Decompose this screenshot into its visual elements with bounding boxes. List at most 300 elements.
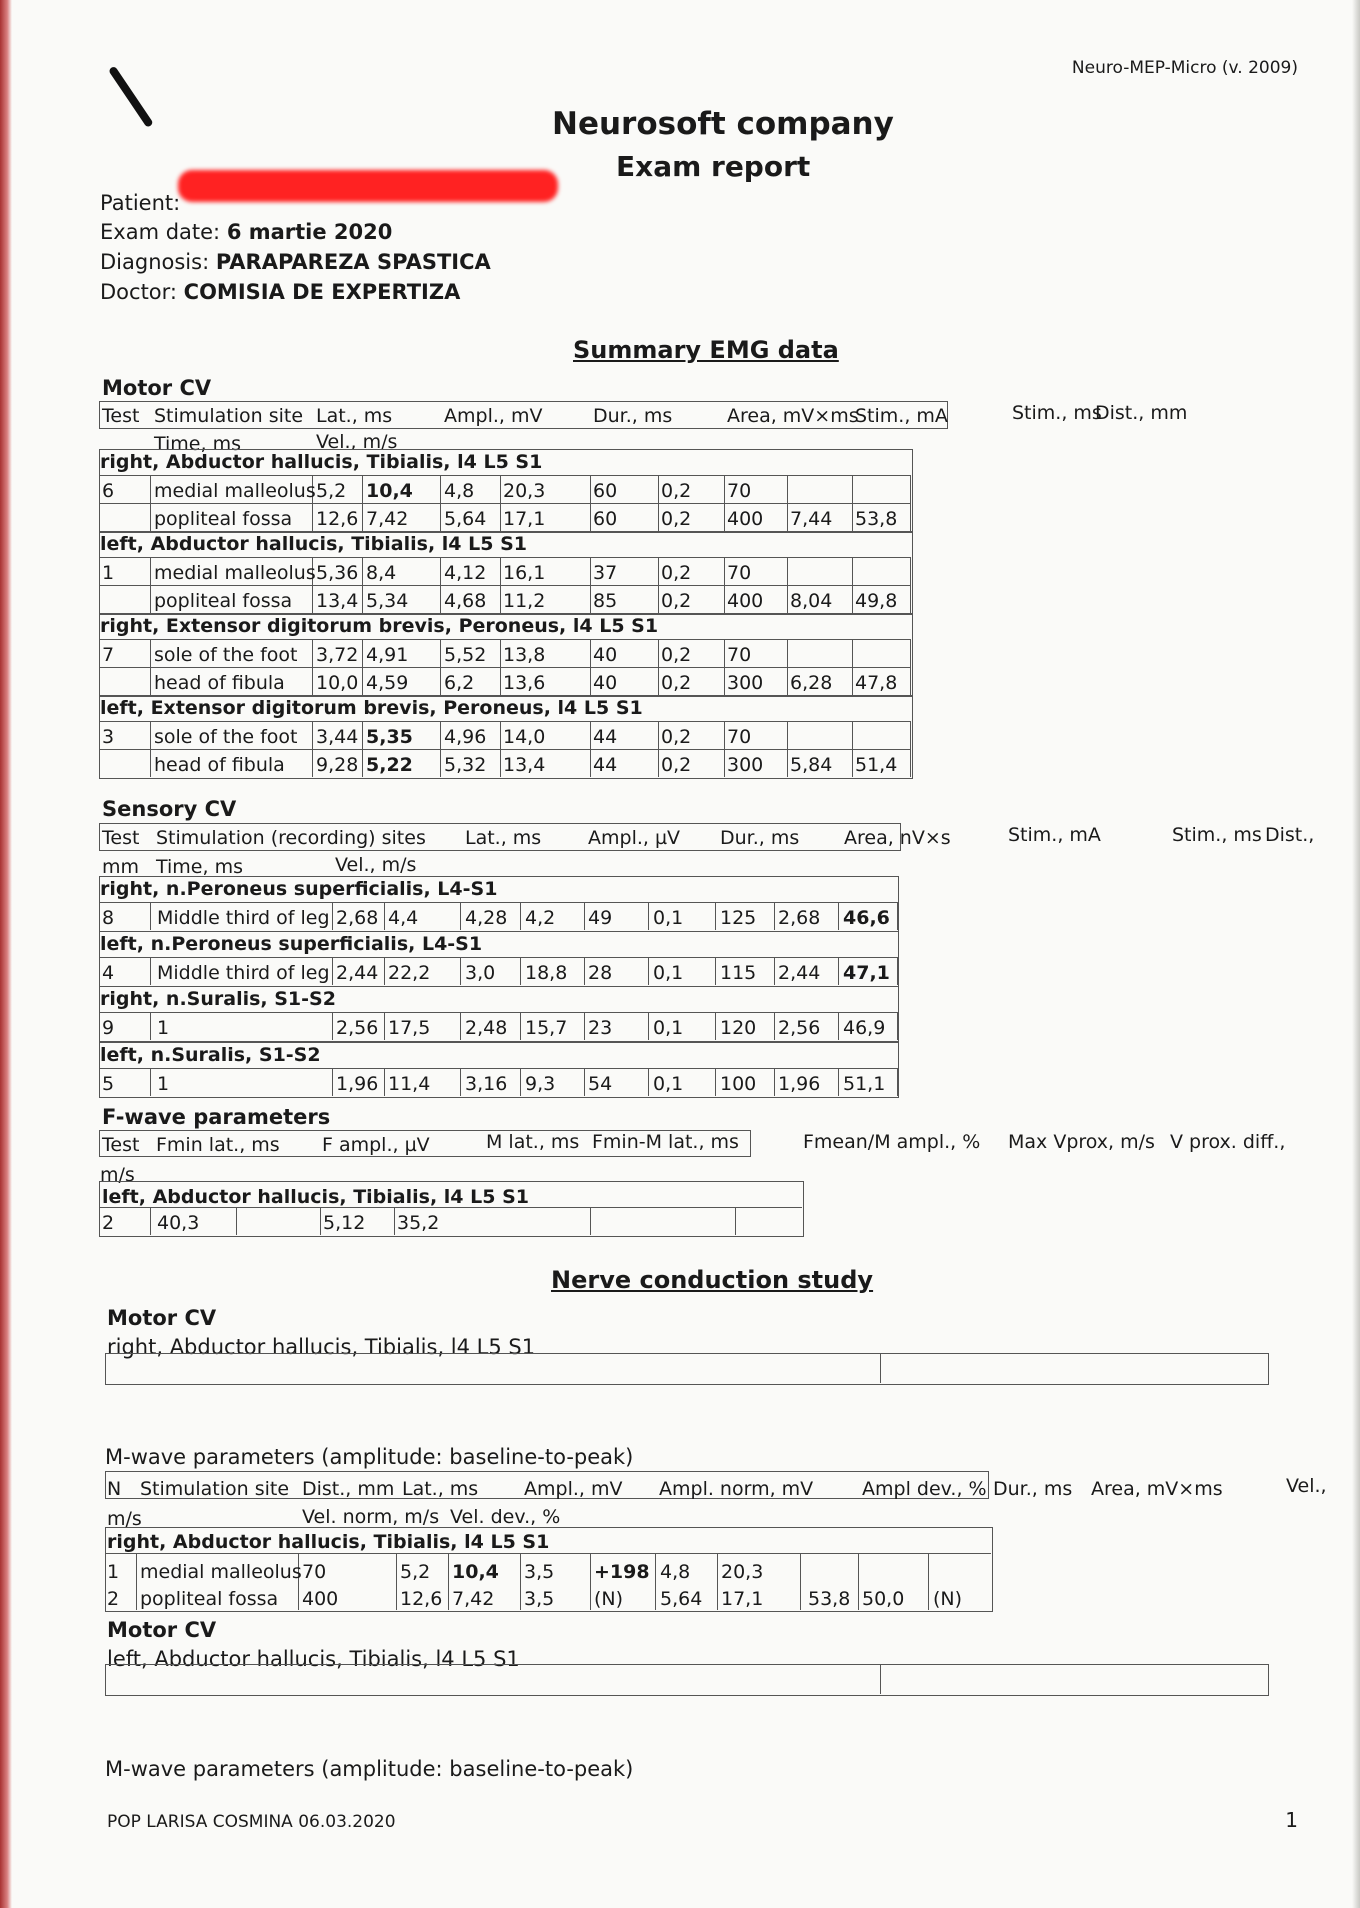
cell: 400: [302, 1588, 339, 1610]
col-header: Fmin lat., ms: [156, 1134, 280, 1156]
group-title: right, n.Suralis, S1-S2: [100, 988, 336, 1010]
col-header: Vel. norm, m/s: [302, 1506, 440, 1528]
cell: 17,1: [721, 1588, 764, 1610]
divider: [150, 475, 151, 531]
divider: [520, 1068, 521, 1096]
divider: [658, 639, 659, 695]
divider: [715, 1068, 716, 1096]
divider: [362, 557, 363, 613]
cell: 8,4: [366, 562, 397, 584]
divider: [394, 1207, 395, 1235]
divider: [99, 557, 911, 558]
cell: 5,32: [444, 754, 487, 776]
cell: 51,4: [855, 754, 898, 776]
col-header: N: [107, 1478, 122, 1500]
divider: [150, 957, 151, 985]
col-header: Ampl dev., %: [862, 1478, 987, 1500]
cell: 17,1: [503, 508, 546, 530]
group-title: right, n.Peroneus superficialis, L4-S1: [100, 878, 498, 900]
divider: [500, 639, 501, 695]
divider: [136, 1553, 137, 1610]
cell: 115: [720, 962, 757, 984]
col-header: Dist., mm: [1095, 402, 1188, 424]
divider: [648, 902, 649, 930]
divider: [910, 557, 911, 613]
divider: [774, 902, 775, 930]
divider: [99, 957, 897, 958]
col-header: Ampl., mV: [524, 1478, 623, 1500]
col-header: Max Vprox, m/s: [1008, 1131, 1155, 1153]
divider: [520, 1553, 521, 1610]
divider: [648, 1012, 649, 1040]
cell: 5,36: [316, 562, 359, 584]
divider: [715, 902, 716, 930]
divider: [880, 1664, 881, 1694]
divider: [384, 902, 385, 930]
cell: 2: [102, 1212, 115, 1234]
cell: 15,7: [525, 1017, 568, 1039]
col-header: V prox. diff.,: [1170, 1131, 1286, 1153]
divider: [897, 1012, 898, 1040]
divider: [332, 1068, 333, 1096]
group-title: left, Extensor digitorum brevis, Peroneus, l4 L5 S1: [100, 697, 643, 719]
cell: 3,16: [465, 1073, 508, 1095]
cell: 47,8: [855, 672, 898, 694]
redaction-mark: [178, 170, 558, 202]
col-header: Test: [102, 1134, 140, 1156]
exam-date-line: Exam date: 6 martie 2020: [100, 220, 393, 244]
divider: [150, 1207, 151, 1235]
divider: [715, 957, 716, 985]
divider: [590, 1553, 591, 1610]
cell: 37: [593, 562, 618, 584]
empty-table-box: [105, 1353, 1269, 1385]
col-header: Vel.,: [1286, 1475, 1327, 1497]
col-header: Area, mV×ms: [1091, 1478, 1223, 1500]
cell: medial malleolus: [140, 1561, 302, 1583]
cell: 125: [720, 907, 757, 929]
col-header: Ampl., mV: [444, 405, 543, 427]
doctor-line: Doctor: COMISIA DE EXPERTIZA: [100, 280, 461, 304]
cell: 7,42: [452, 1588, 495, 1610]
cell: popliteal fossa: [154, 590, 293, 612]
cell: 49: [588, 907, 613, 929]
cell: medial malleolus: [154, 562, 316, 584]
cell: 9,3: [525, 1073, 556, 1095]
cell: 4,2: [525, 907, 556, 929]
cell: 0,2: [661, 562, 692, 584]
col-header: Stim., ms: [1012, 402, 1102, 424]
col-header: Dur., ms: [993, 1478, 1073, 1500]
cell: 13,8: [503, 644, 546, 666]
divider: [852, 557, 853, 613]
fwave-title: F-wave parameters: [102, 1105, 331, 1129]
divider: [500, 721, 501, 777]
cell: 5,12: [323, 1212, 366, 1234]
motor-cv-title: Motor CV: [107, 1618, 217, 1642]
cell: 5,64: [660, 1588, 703, 1610]
cell: 6: [102, 480, 115, 502]
divider: [396, 1553, 397, 1610]
cell: 7,42: [366, 508, 409, 530]
col-header: Dist., mm: [302, 1478, 395, 1500]
motor-cv-title: Motor CV: [107, 1306, 217, 1330]
divider: [520, 1012, 521, 1040]
cell: head of fibula: [154, 754, 285, 776]
divider: [150, 639, 151, 695]
page-number: 1: [1285, 1808, 1298, 1832]
cell: 35,2: [397, 1212, 440, 1234]
col-header: m/s: [107, 1508, 142, 1530]
col-header: Test: [102, 405, 140, 427]
cell: 11,2: [503, 590, 546, 612]
divider: [440, 475, 441, 531]
divider: [590, 639, 591, 695]
divider: [584, 1012, 585, 1040]
divider: [150, 557, 151, 613]
cell: 400: [727, 508, 764, 530]
cell: 60: [593, 480, 618, 502]
cell: 0,2: [661, 726, 692, 748]
cell: 23: [588, 1017, 613, 1039]
divider: [150, 1068, 151, 1096]
col-header: M lat., ms: [486, 1131, 580, 1153]
cell: Middle third of leg: [157, 907, 330, 929]
patient-line: Patient:: [100, 191, 181, 215]
cell: 5,22: [366, 754, 413, 776]
cell: 4,68: [444, 590, 487, 612]
summary-title: Summary EMG data: [573, 336, 839, 364]
divider: [838, 902, 839, 930]
cell: 85: [593, 590, 618, 612]
col-header: Vel., m/s: [316, 431, 398, 453]
col-header: Dur., ms: [720, 827, 800, 849]
divider: [460, 1068, 461, 1096]
cell: 11,4: [388, 1073, 431, 1095]
divider: [384, 957, 385, 985]
divider: [787, 721, 788, 777]
col-header: Ampl., µV: [588, 827, 681, 849]
cell: 70: [727, 644, 752, 666]
divider: [715, 1012, 716, 1040]
cell: 2,44: [778, 962, 821, 984]
cell: 44: [593, 754, 618, 776]
divider: [150, 1012, 151, 1040]
divider: [440, 721, 441, 777]
divider: [897, 902, 898, 930]
col-header: m/s: [100, 1164, 135, 1186]
divider: [99, 1012, 897, 1013]
cell: medial malleolus: [154, 480, 316, 502]
divider: [150, 721, 151, 777]
cell: 0,2: [661, 590, 692, 612]
cell: popliteal fossa: [140, 1588, 279, 1610]
divider: [332, 1012, 333, 1040]
divider: [362, 475, 363, 531]
cell: 53,8: [808, 1588, 851, 1610]
cell: 70: [302, 1561, 327, 1583]
cell: 4,96: [444, 726, 487, 748]
paper-edge: [0, 0, 12, 1908]
divider: [440, 557, 441, 613]
cell: 22,2: [388, 962, 431, 984]
cell: 10,4: [366, 480, 413, 502]
divider: [774, 1068, 775, 1096]
cell: 300: [727, 754, 764, 776]
cell: 400: [727, 590, 764, 612]
motor-cv-subtitle: right, Abductor hallucis, Tibialis, l4 L5 S1: [107, 1335, 536, 1359]
divider: [648, 957, 649, 985]
divider: [590, 721, 591, 777]
divider: [928, 1553, 929, 1610]
divider: [99, 585, 911, 586]
cell: 70: [727, 480, 752, 502]
cell: 3,72: [316, 644, 359, 666]
divider: [648, 1068, 649, 1096]
divider: [590, 557, 591, 613]
cell: (N): [933, 1588, 963, 1610]
cell: 12,6: [400, 1588, 443, 1610]
divider: [590, 475, 591, 531]
cell: 4,8: [660, 1561, 691, 1583]
divider: [735, 1207, 736, 1235]
group-title: left, n.Suralis, S1-S2: [100, 1044, 321, 1066]
pen-mark: [108, 66, 154, 129]
col-header: Area, nV×s: [844, 827, 951, 849]
cell: popliteal fossa: [154, 508, 293, 530]
cell: 2: [107, 1588, 120, 1610]
cell: 13,4: [503, 754, 546, 776]
cell: 100: [720, 1073, 757, 1095]
cell: 2,56: [336, 1017, 379, 1039]
col-header: Stim., mA: [855, 405, 948, 427]
divider: [332, 957, 333, 985]
mwave-title: M-wave parameters (amplitude: baseline-to-peak): [105, 1757, 634, 1781]
col-header: Lat., ms: [402, 1478, 479, 1500]
divider: [236, 1207, 237, 1235]
cell: +198: [594, 1561, 650, 1583]
cell: 50,0: [862, 1588, 905, 1610]
cell: 12,6: [316, 508, 359, 530]
cell: 13,6: [503, 672, 546, 694]
divider: [787, 557, 788, 613]
cell: 1: [107, 1561, 120, 1583]
divider: [440, 639, 441, 695]
col-header: Stimulation site: [154, 405, 304, 427]
col-header: Dur., ms: [593, 405, 673, 427]
divider: [99, 902, 897, 903]
divider: [362, 639, 363, 695]
cell: sole of the foot: [154, 644, 298, 666]
cell: 40: [593, 672, 618, 694]
col-header: Vel. dev., %: [450, 1506, 561, 1528]
cell: 2,68: [778, 907, 821, 929]
divider: [384, 1012, 385, 1040]
col-header: Time, ms: [156, 856, 243, 878]
divider: [448, 1553, 449, 1610]
col-header: Ampl. norm, mV: [659, 1478, 814, 1500]
cell: 0,2: [661, 644, 692, 666]
col-header: Stim., ms: [1172, 824, 1262, 846]
cell: 0,1: [653, 907, 684, 929]
divider: [520, 957, 521, 985]
footer-signature: POP LARISA COSMINA 06.03.2020: [107, 1812, 396, 1832]
col-header: Lat., ms: [465, 827, 542, 849]
cell: 18,8: [525, 962, 568, 984]
cell: 28: [588, 962, 613, 984]
cell: 2,68: [336, 907, 379, 929]
divider: [852, 721, 853, 777]
divider: [858, 1553, 859, 1610]
divider: [880, 1353, 881, 1383]
cell: 17,5: [388, 1017, 431, 1039]
cell: 40: [593, 644, 618, 666]
motor-cv-title: Motor CV: [102, 376, 212, 400]
cell: 6,28: [790, 672, 833, 694]
cell: 5: [102, 1073, 115, 1095]
divider: [838, 1068, 839, 1096]
cell: 10,4: [452, 1561, 499, 1583]
divider: [724, 475, 725, 531]
cell: sole of the foot: [154, 726, 298, 748]
cell: 0,1: [653, 962, 684, 984]
divider: [500, 557, 501, 613]
paper-edge: [1352, 0, 1360, 1908]
divider: [312, 639, 313, 695]
divider: [99, 1068, 897, 1069]
cell: 6,2: [444, 672, 475, 694]
col-header: Stim., mA: [1008, 824, 1101, 846]
divider: [724, 639, 725, 695]
cell: 8: [102, 907, 115, 929]
diagnosis-line: Diagnosis: PARAPAREZA SPASTICA: [100, 250, 491, 274]
cell: 9,28: [316, 754, 359, 776]
divider: [460, 957, 461, 985]
cell: 1,96: [778, 1073, 821, 1095]
cell: 70: [727, 726, 752, 748]
divider: [150, 902, 151, 930]
cell: 60: [593, 508, 618, 530]
col-header: Stimulation site: [140, 1478, 290, 1500]
software-version: Neuro-MEP-Micro (v. 2009): [1071, 58, 1298, 78]
divider: [800, 1553, 801, 1610]
report-title: Exam report: [616, 150, 811, 183]
col-header: F ampl., µV: [322, 1134, 430, 1156]
cell: 51,1: [843, 1073, 886, 1095]
empty-table-box: [105, 1664, 1269, 1696]
divider: [852, 475, 853, 531]
group-title: right, Abductor hallucis, Tibialis, l4 L5 S1: [100, 451, 543, 473]
cell: 5,64: [444, 508, 487, 530]
divider: [724, 557, 725, 613]
group-title: left, Abductor hallucis, Tibialis, l4 L5 S1: [102, 1186, 529, 1208]
ncs-title: Nerve conduction study: [551, 1266, 874, 1294]
company-title: Neurosoft company: [552, 106, 894, 142]
divider: [99, 639, 911, 640]
motor-cv-subtitle: left, Abductor hallucis, Tibialis, l4 L5 S1: [107, 1647, 520, 1671]
mwave-title: M-wave parameters (amplitude: baseline-to-peak): [105, 1445, 634, 1469]
cell: (N): [594, 1588, 624, 1610]
divider: [362, 721, 363, 777]
divider: [787, 639, 788, 695]
divider: [99, 749, 911, 750]
cell: 0,1: [653, 1017, 684, 1039]
cell: 9: [102, 1017, 115, 1039]
cell: 300: [727, 672, 764, 694]
col-header: Fmin-M lat., ms: [592, 1131, 739, 1153]
col-header: Area, mV×ms: [727, 405, 859, 427]
divider: [838, 957, 839, 985]
cell: 14,0: [503, 726, 546, 748]
cell: Middle third of leg: [157, 962, 330, 984]
divider: [384, 1068, 385, 1096]
cell: 3,5: [524, 1561, 555, 1583]
divider: [500, 475, 501, 531]
cell: 0,2: [661, 508, 692, 530]
divider: [584, 957, 585, 985]
cell: 3,44: [316, 726, 359, 748]
cell: 49,8: [855, 590, 898, 612]
divider: [897, 1068, 898, 1096]
cell: 1,96: [336, 1073, 379, 1095]
cell: 4,12: [444, 562, 487, 584]
divider: [787, 475, 788, 531]
cell: 46,9: [843, 1017, 886, 1039]
cell: 2,56: [778, 1017, 821, 1039]
cell: 4,4: [388, 907, 419, 929]
cell: 5,2: [316, 480, 347, 502]
divider: [897, 957, 898, 985]
group-title: left, n.Peroneus superficialis, L4-S1: [100, 933, 483, 955]
cell: 20,3: [503, 480, 546, 502]
cell: 1: [157, 1017, 170, 1039]
cell: 46,6: [843, 907, 890, 929]
cell: 13,4: [316, 590, 359, 612]
divider: [658, 557, 659, 613]
divider: [99, 667, 911, 668]
cell: 0,2: [661, 480, 692, 502]
cell: 16,1: [503, 562, 546, 584]
cell: 0,2: [661, 672, 692, 694]
divider: [99, 503, 911, 504]
cell: 53,8: [855, 508, 898, 530]
divider: [658, 475, 659, 531]
divider: [320, 1207, 321, 1235]
cell: 5,2: [400, 1561, 431, 1583]
cell: 0,1: [653, 1073, 684, 1095]
cell: 4,28: [465, 907, 508, 929]
cell: 7: [102, 644, 115, 666]
group-title: right, Extensor digitorum brevis, Peroneus, l4 L5 S1: [100, 615, 659, 637]
cell: 54: [588, 1073, 613, 1095]
col-header: Test: [102, 827, 140, 849]
divider: [910, 475, 911, 531]
divider: [99, 475, 911, 476]
cell: 7,44: [790, 508, 833, 530]
col-header: Fmean/M ampl., %: [803, 1131, 981, 1153]
sensory-cv-title: Sensory CV: [102, 797, 237, 821]
cell: 4,8: [444, 480, 475, 502]
col-header: Vel., m/s: [335, 854, 417, 876]
divider: [99, 721, 911, 722]
divider: [910, 721, 911, 777]
divider: [584, 902, 585, 930]
col-header: Stimulation (recording) sites: [156, 827, 426, 849]
divider: [838, 1012, 839, 1040]
cell: 2,48: [465, 1017, 508, 1039]
cell: 70: [727, 562, 752, 584]
divider: [312, 721, 313, 777]
